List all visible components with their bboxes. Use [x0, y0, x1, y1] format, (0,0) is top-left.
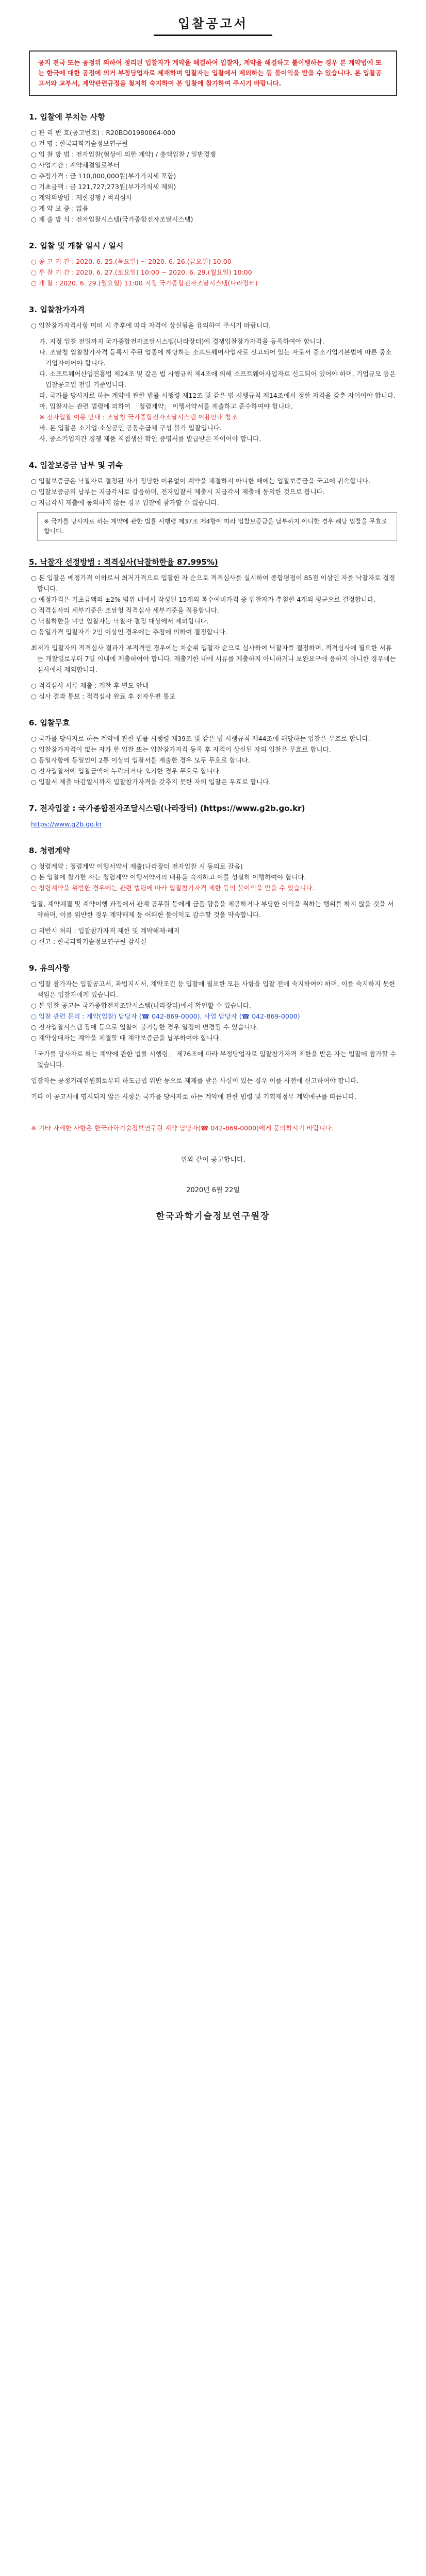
s4-item: ○ 입찰보증금은 낙찰자로 결정된 자가 정당한 이유없이 계약을 체결하지 아니한 때에는 입찰보증금을 국고에 귀속합니다.	[31, 477, 371, 485]
s3-item: 다. 소프트웨어산업진흥법 제24조 및 같은 법 시행규칙 제4조에 의해 소프트웨어사업자로 신고되어 있어야 하며, 기업규모 등은 입찰공고일 전일 기준입니다.	[39, 370, 396, 388]
g2b-link[interactable]: https://www.g2b.go.kr	[31, 820, 102, 828]
s9-item: ○ 전자입찰시스템 장애 등으로 입찰이 불가능한 경우 일정이 변경될 수 있습니다.	[31, 1023, 259, 1031]
s1-item: ○ 입 찰 방 법 : 전자입찰(협상에 의한 계약) / 총액입찰 / 일반경쟁	[31, 150, 216, 158]
s8-tail: ○ 위반시 처리 : 입찰참가자격 제한 및 계약해제·해지	[31, 927, 180, 935]
s6-item: ○ 동일사항에 동일인이 2통 이상의 입찰서를 제출한 경우 모두 무효로 합니다.	[31, 756, 250, 764]
s1-item: ○ 계약의방법 : 제한경쟁 / 적격심사	[31, 194, 133, 201]
s4-note: ※ 국가를 당사자로 하는 계약에 관한 법률 시행령 제37조 제4항에 따라 입찰보증금을 납부하지 아니한 경우 해당 입찰을 무효로 합니다.	[44, 518, 387, 535]
s1-item: ○ 추정가격 : 금 110,000,000원(부가가치세 포함)	[31, 172, 176, 180]
s4-note-box	[37, 512, 397, 541]
s8-item: ○ 청렴계약 : 청렴계약 이행서약서 제출(나라장터 전자입찰 시 동의로 갈음)	[31, 862, 243, 870]
s5-tail: ○ 적격심사 서류 제출 : 개찰 후 별도 안내	[31, 682, 149, 689]
s6-item: ○ 입찰참가자격이 없는 자가 한 입찰 또는 입찰참가자격 등록 후 자격이 상실된 자의 입찰은 무효로 합니다.	[31, 745, 331, 753]
s9-item: ○ 계약상대자는 계약을 체결할 때 계약보증금을 납부하여야 합니다.	[31, 1034, 221, 1042]
s9-paragraph: 입찰자는 공정거래위원회로부터 하도급법 위반 등으로 제재를 받은 사실이 있는 경우 이를 사전에 신고하여야 합니다.	[31, 1077, 359, 1084]
issuing-organization: 한국과학기술정보연구원장	[156, 1211, 270, 1222]
s6-item: ○ 국가를 당사자로 하는 계약에 관한 법률 시행령 제39조 및 같은 법 시행규칙 제44조에 해당하는 입찰은 무효로 합니다.	[31, 735, 370, 742]
s3-item: 가. 지정 입찰 전일까지 국가종합전자조달시스템(나라장터)에 경쟁입찰참가자격을 등록하여야 합니다.	[39, 337, 324, 345]
closing-text: 위와 같이 공고합니다.	[181, 1156, 245, 1164]
s3-extra: 사. 중소기업자간 경쟁 제품 직접생산 확인 증명서를 발급받은 자이어야 합니다.	[39, 435, 261, 443]
section-9	[29, 962, 397, 1102]
s1-item: ○ 관 리 번 호(공고번호) : R20BD01980064-000	[31, 129, 176, 137]
section-6	[29, 717, 397, 787]
s8-paragraph: 입찰, 계약체결 및 계약이행 과정에서 관계 공무원 등에게 금품·향응을 제공하거나 부당한 이익을 취하는 행위를 하지 않을 것을 서약하며, 이를 위반한 경우 계약해제 등 어떠한 불이익도 감수할 것을 약속합니다.	[31, 900, 394, 919]
s3-link-note: ※ 전자입찰 이용 안내 : 조달청 국가종합전자조달시스템 이용안내 참조	[39, 413, 238, 421]
announcement-date: 2020년 6월 22일	[186, 1187, 240, 1194]
footer-note	[29, 1123, 397, 1133]
s6-item: ○ 전자입찰서에 입찰금액이 누락되거나 오기한 경우 무효로 합니다.	[31, 767, 221, 775]
section-4-title: 4. 입찰보증금 납부 및 귀속	[29, 461, 123, 470]
s8-item: ○ 본 입찰에 참가한 자는 청렴계약 이행서약서의 내용을 숙지하고 이를 성실히 이행하여야 합니다.	[31, 873, 306, 881]
section-3-title: 3. 입찰참가자격	[29, 305, 85, 314]
s8-tail: ○ 신고 : 한국과학기술정보연구원 감사실	[31, 938, 147, 945]
s8-item: ○ 청렴계약을 위반한 경우에는 관련 법령에 따라 입찰참가자격 제한 등의 불이익을 받을 수 있습니다.	[31, 884, 315, 892]
s1-item: ○ 사업기간 : 계약체결일로부터	[31, 161, 120, 169]
s9-paragraph: 기타 이 공고서에 명시되지 않은 사항은 국가를 당사자로 하는 계약에 관한 법령 및 기획재정부 계약예규를 따릅니다.	[31, 1093, 357, 1100]
s5-item: ○ 동일가격 입찰자가 2인 이상인 경우에는 추첨에 의하여 결정합니다.	[31, 628, 227, 636]
s5-item: ○ 예정가격은 기초금액의 ±2% 범위 내에서 작성된 15개의 복수예비가격 중 입찰자가 추첨한 4개의 평균으로 결정합니다.	[31, 596, 376, 603]
section-1	[29, 111, 397, 225]
s2-item: ○ 투 찰 기 간 : 2020. 6. 27.(토요일) 10:00 ~ 2020. 6. 29.(월요일) 10:00	[31, 268, 252, 276]
s9-item: ○ 입찰 관련 문의 : 계약(입찰) 담당자 (☎ 042-869-0000), 사업 담당자 (☎ 042-869-0000)	[31, 1012, 300, 1020]
section-9-title: 9. 유의사항	[29, 963, 70, 973]
s9-paragraph: 「국가를 당사자로 하는 계약에 관한 법률 시행령」 제76조에 따라 부정당업자로 입찰참가자격 제한을 받은 자는 입찰에 참가할 수 없습니다.	[31, 1050, 397, 1069]
section-8-title: 8. 청렴계약	[29, 846, 70, 855]
s4-item: ○ 입찰보증금의 납부는 지급각서로 갈음하며, 전자입찰서 제출시 지급각서 제출에 동의한 것으로 봅니다.	[31, 488, 325, 496]
notice-box	[29, 50, 397, 96]
s6-item: ○ 입찰서 제출 마감일시까지 입찰참가자격을 갖추지 못한 자의 입찰은 무효로 합니다.	[31, 778, 271, 786]
s3-item: 나. 조달청 입찰참가자격 등록시 주된 업종에 해당하는 소프트웨어사업자로 신고되어 있는 자로서 중소기업기본법에 따른 중소기업자이어야 합니다.	[39, 348, 392, 367]
s5-tail: ○ 심사 결과 통보 : 적격심사 완료 후 전자우편 통보	[31, 692, 176, 700]
s1-item: ○ 기초금액 : 금 121,727,273원(부가가치세 제외)	[31, 183, 176, 191]
s9-item: ○ 본 입찰 공고는 국가종합전자조달시스템(나라장터)에서 확인할 수 있습니다.	[31, 1002, 251, 1009]
s9-item: ○ 입찰 참가자는 입찰공고서, 과업지시서, 계약조건 등 입찰에 필요한 모든 사항을 입찰 전에 숙지하여야 하며, 이를 숙지하지 못한 책임은 입찰자에게 있습니다.	[31, 980, 396, 998]
s5-item: ○ 본 입찰은 예정가격 이하로서 최저가격으로 입찰한 자 순으로 적격심사를 실시하여 종합평점이 85점 이상인 자를 낙찰자로 결정합니다.	[31, 574, 396, 592]
s5-item: ○ 낙찰하한율 미만 입찰자는 낙찰자 결정 대상에서 제외합니다.	[31, 617, 209, 625]
s3-item: 마. 입찰자는 관련 법령에 의하여 「청렴계약」 이행서약서를 제출하고 준수하여야 합니다.	[39, 402, 293, 410]
section-8	[29, 845, 397, 947]
title-underline	[154, 35, 272, 36]
document-title: 입찰공고서	[178, 16, 248, 31]
section-3	[29, 304, 397, 444]
section-5-title-text: 5. 낙찰자 선정방법 : 적격심사(낙찰하한율 87.995%)	[29, 557, 218, 567]
section-5	[29, 556, 397, 702]
s4-item: ○ 지급각서 제출에 동의하지 않는 경우 입찰에 참가할 수 없습니다.	[31, 499, 219, 506]
section-7	[29, 803, 397, 829]
s1-item: ○ 건 명 : 한국과학기술정보연구원	[31, 140, 128, 147]
s3-extra: 바. 본 입찰은 소기업·소상공인 공동수급체 구성 불가 입찰입니다.	[39, 424, 222, 432]
s5-paragraph: 최저가 입찰자의 적격심사 결과가 부적격인 경우에는 차순위 입찰자 순으로 심사하여 낙찰자를 결정하며, 적격심사에 필요한 서류는 개찰일로부터 7일 이내에 제출하여야 합니다. 제출기한 내에 서류를 제출하지 아니하거나 보완요구에 응하지 아니한 경우에는 심사에서 제외합니다.	[31, 644, 396, 673]
s5-item: ○ 적격심사의 세부기준은 조달청 적격심사 세부기준을 적용합니다.	[31, 606, 219, 614]
section-4	[29, 460, 397, 541]
s1-item: ○ 제 출 방 식 : 전자입찰시스템(국가종합전자조달시스템)	[31, 215, 193, 223]
section-7-title: 7. 전자입찰 : 국가종합전자조달시스템(나라장터) (https://www.g2b.go.kr)	[29, 804, 305, 813]
notice-text: 공지 전국 또는 공정위 의하여 정리된 입찰자가 계약을 해결하여 입찰자, 계약을 해결하고 불이행하는 경우 본 계약법에 또는 한국에 대한 공정에 의거 부정당업자로 제재하며 입찰자는 입찰에서 제외하는 등 불이익을 받을 수 있습니다. 본 입찰공고서와 교부서, 계약관련규정을 철저히 숙지하여 본 입찰에 참가하여 주시기 바랍니다.	[38, 59, 382, 87]
section-2-title: 2. 입찰 및 개찰 일시 / 일시	[29, 241, 124, 250]
s2-item: ○ 개 찰 : 2020. 6. 29.(월요일) 11:00 지정 국가종합전자조달시스템(나라장터)	[31, 279, 258, 287]
section-5-title	[29, 556, 397, 567]
s7-link-line	[29, 819, 397, 829]
s1-item: ○ 계 약 보 증 : 없음	[31, 205, 89, 212]
s3-item: 라. 국가를 당사자로 하는 계약에 관한 법률 시행령 제12조 및 같은 법 시행규칙 제14조에서 정한 자격을 갖춘 자이어야 합니다.	[39, 392, 396, 399]
s3-intro: ○ 입찰참가자격사항 미비 시 추후에 따라 자격이 상실됨을 유의하여 주시기 바랍니다.	[31, 321, 271, 329]
section-6-title: 6. 입찰무효	[29, 718, 70, 727]
s2-item: ○ 공 고 기 간 : 2020. 6. 25.(목요일) ~ 2020. 6. 26.(금요일) 10:00	[31, 258, 232, 265]
footer-text: ※ 기타 자세한 사항은 한국과학기술정보연구원 계약 담당자(☎ 042-869-0000)에게 문의하시기 바랍니다.	[31, 1124, 334, 1132]
section-2	[29, 240, 397, 289]
section-1-title: 1. 입찰에 부치는 사항	[29, 112, 105, 122]
